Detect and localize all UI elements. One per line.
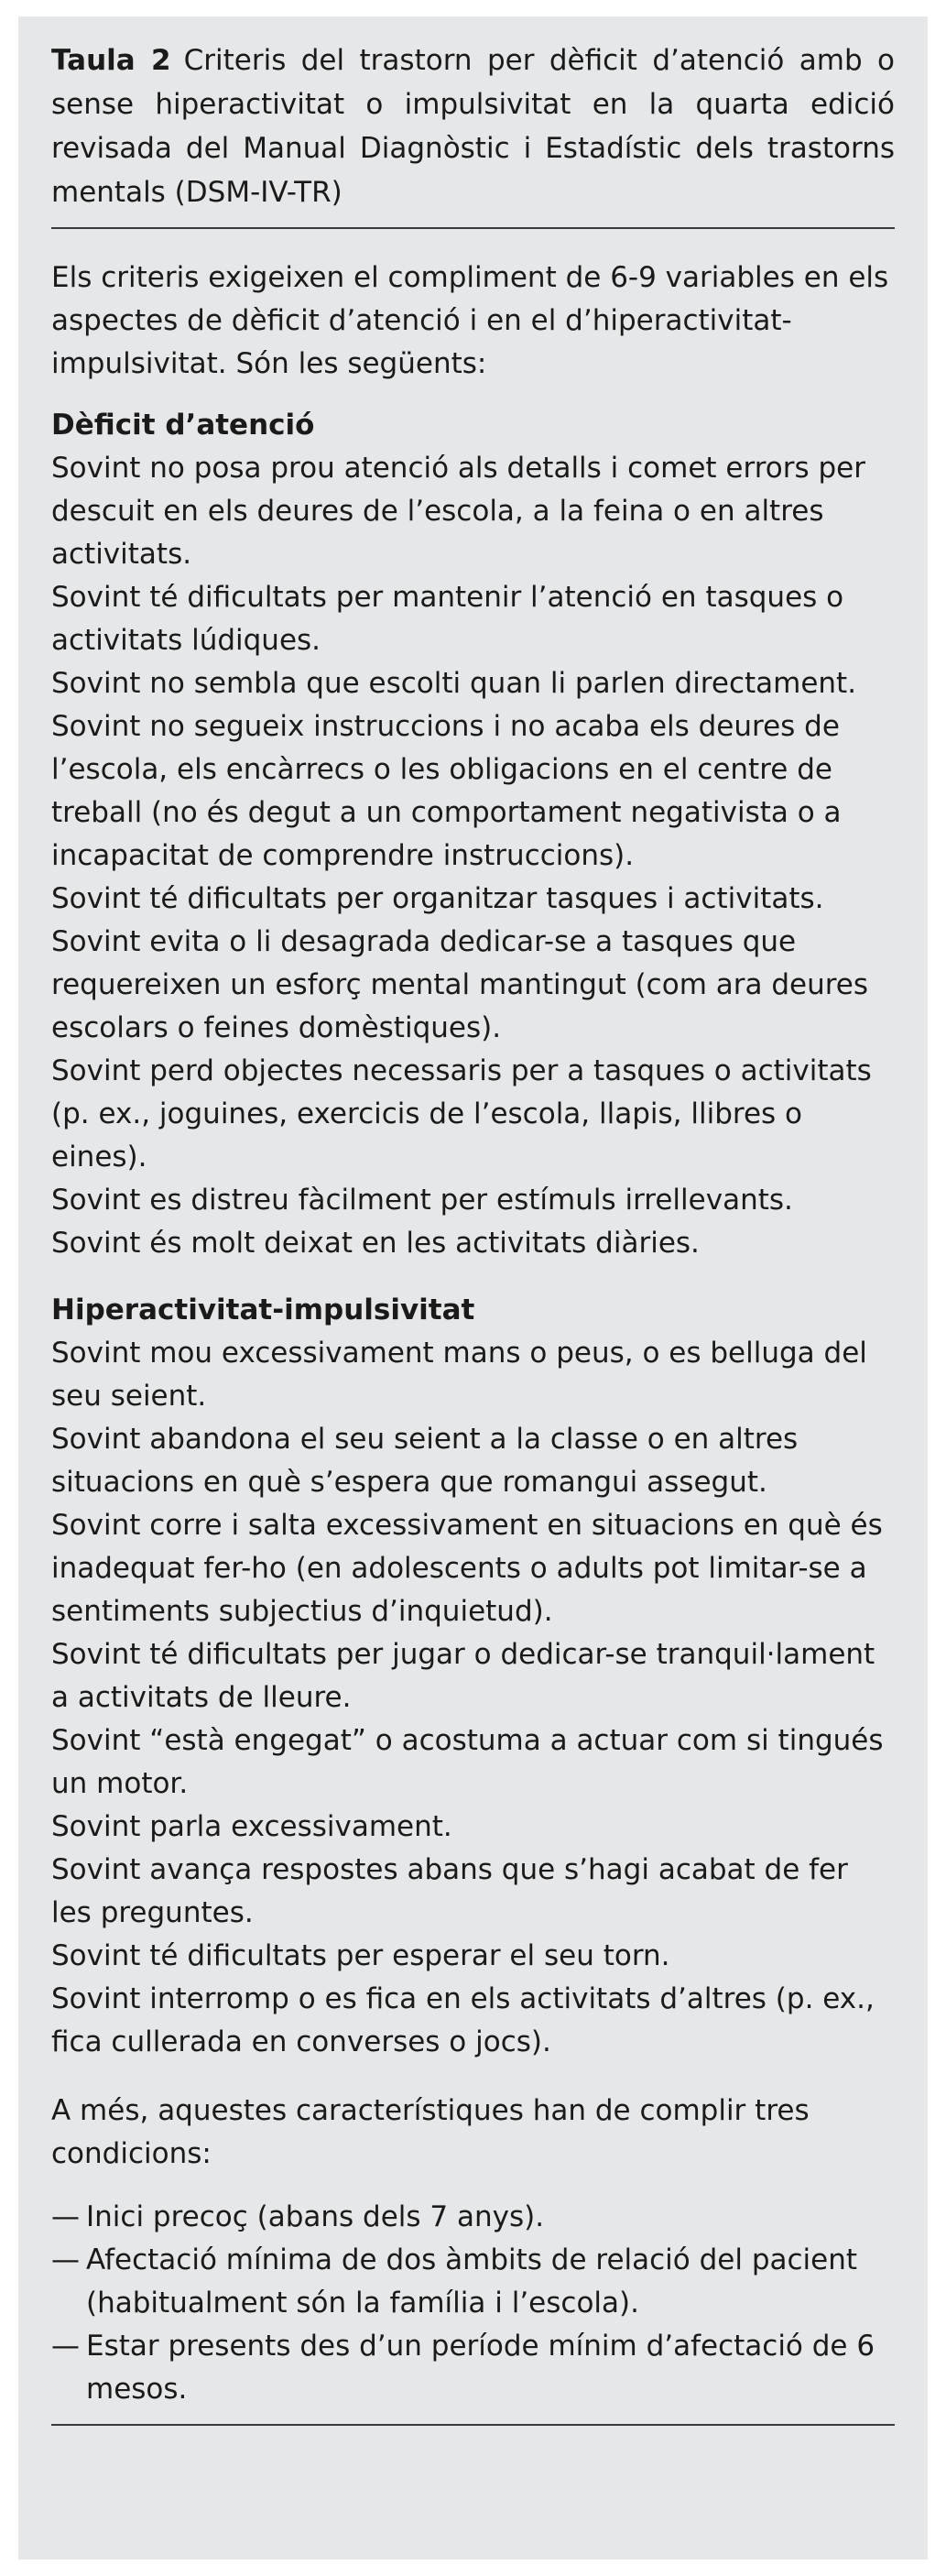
condition-item (51, 2196, 895, 2239)
dash-bullet: — (51, 2243, 80, 2276)
criterion-item: Sovint no segueix instruccions i no acaba els deures de l’escola, els encàrrecs o les obligacions en el centre de treball (no és degut a un comportament negativista o a incapacitat de comprendre instruccions). (51, 710, 842, 872)
criterion-item: Sovint evita o li desagrada dedicar-se a tasques que requereixen un esforç mental mantingut (com ara deures escolars o feines domèstiques). (51, 925, 869, 1044)
criterion-item: Sovint interromp o es fica en els activitats d’altres (p. ex., fica cullerada en converses o jocs). (51, 1982, 875, 2058)
table-title: Criteris del trastorn per dèficit d’atenció amb o sense hiperactivitat o impulsivitat en la quarta edició revisada del Manual Diagnòstic i Estadístic dels trastorns mentals (DSM-IV-TR) (51, 44, 896, 209)
criterion-item: Sovint avança respostes abans que s’hagi acabat de fer les preguntes. (51, 1853, 848, 1929)
criterion-item: Sovint abandona el seu seient a la classe o en altres situacions en què s’espera que romangui assegut. (51, 1423, 799, 1499)
criterion-item: Sovint té dificultats per organitzar tasques i activitats. (51, 882, 824, 915)
condition-text: Inici precoç (abans dels 7 anys). (86, 2200, 545, 2233)
condition-text: Estar presents des d’un període mínim d’afectació de 6 mesos. (86, 2330, 875, 2406)
section-attention-deficit (51, 404, 895, 1265)
dash-bullet: — (51, 2330, 80, 2363)
section-hyperactivity-impulsivity (51, 1289, 895, 2064)
dash-bullet: — (51, 2200, 80, 2233)
caption-rule (51, 227, 895, 229)
criterion-item: Sovint perd objectes necessaris per a tasques o activitats (p. ex., joguines, exercicis de l’escola, llapis, llibres o eines). (51, 1054, 872, 1173)
criterion-item: Sovint es distreu fàcilment per estímuls irrellevants. (51, 1184, 793, 1217)
criterion-item: Sovint no sembla que escolti quan li parlen directament. (51, 667, 857, 700)
bottom-rule (51, 2424, 895, 2426)
conditions-list (51, 2196, 895, 2411)
section-heading: Hiperactivitat-impulsivitat (51, 1293, 475, 1326)
criterion-item: Sovint no posa prou atenció als detalls i comet errors per descuit en els deures de l’escola, a la feina o en altres activitats. (51, 452, 865, 571)
criterion-item: Sovint parla excessivament. (51, 1810, 452, 1843)
condition-text: Afectació mínima de dos àmbits de relació del pacient (habitualment són la família i l’escola). (86, 2243, 858, 2319)
criterion-item: Sovint té dificultats per mantenir l’atenció en tasques o activitats lúdiques. (51, 581, 844, 657)
criterion-item: Sovint mou excessivament mans o peus, o es belluga del seu seient. (51, 1337, 867, 1413)
closing-text: A més, aquestes característiques han de complir tres condicions: (51, 2094, 810, 2170)
table-panel (18, 16, 928, 2560)
table-body (51, 257, 895, 2411)
intro-text: Els criteris exigeixen el compliment de 6-9 variables en els aspectes de dèficit d’atenció i en el d’hiperactivitat-impulsivitat. Són les següents: (51, 261, 889, 380)
criterion-item: Sovint és molt deixat en les activitats diàries. (51, 1227, 700, 1260)
criterion-item: Sovint corre i salta excessivament en situacions en què és inadequat fer-ho (en adolescents o adults pot limitar-se a sentiments subjectius d’inquietud). (51, 1509, 883, 1628)
table-caption (51, 38, 895, 214)
condition-item (51, 2325, 895, 2411)
condition-item (51, 2239, 895, 2325)
criterion-item: Sovint té dificultats per esperar el seu torn. (51, 1939, 670, 1972)
criterion-item: Sovint “està engegat” o acostuma a actuar com si tingués un motor. (51, 1724, 884, 1800)
table-label: Taula 2 (51, 44, 171, 77)
section-heading: Dèficit d’atenció (51, 409, 315, 442)
criterion-item: Sovint té dificultats per jugar o dedicar-se tranquil·lament a activitats de lleure. (51, 1638, 875, 1714)
